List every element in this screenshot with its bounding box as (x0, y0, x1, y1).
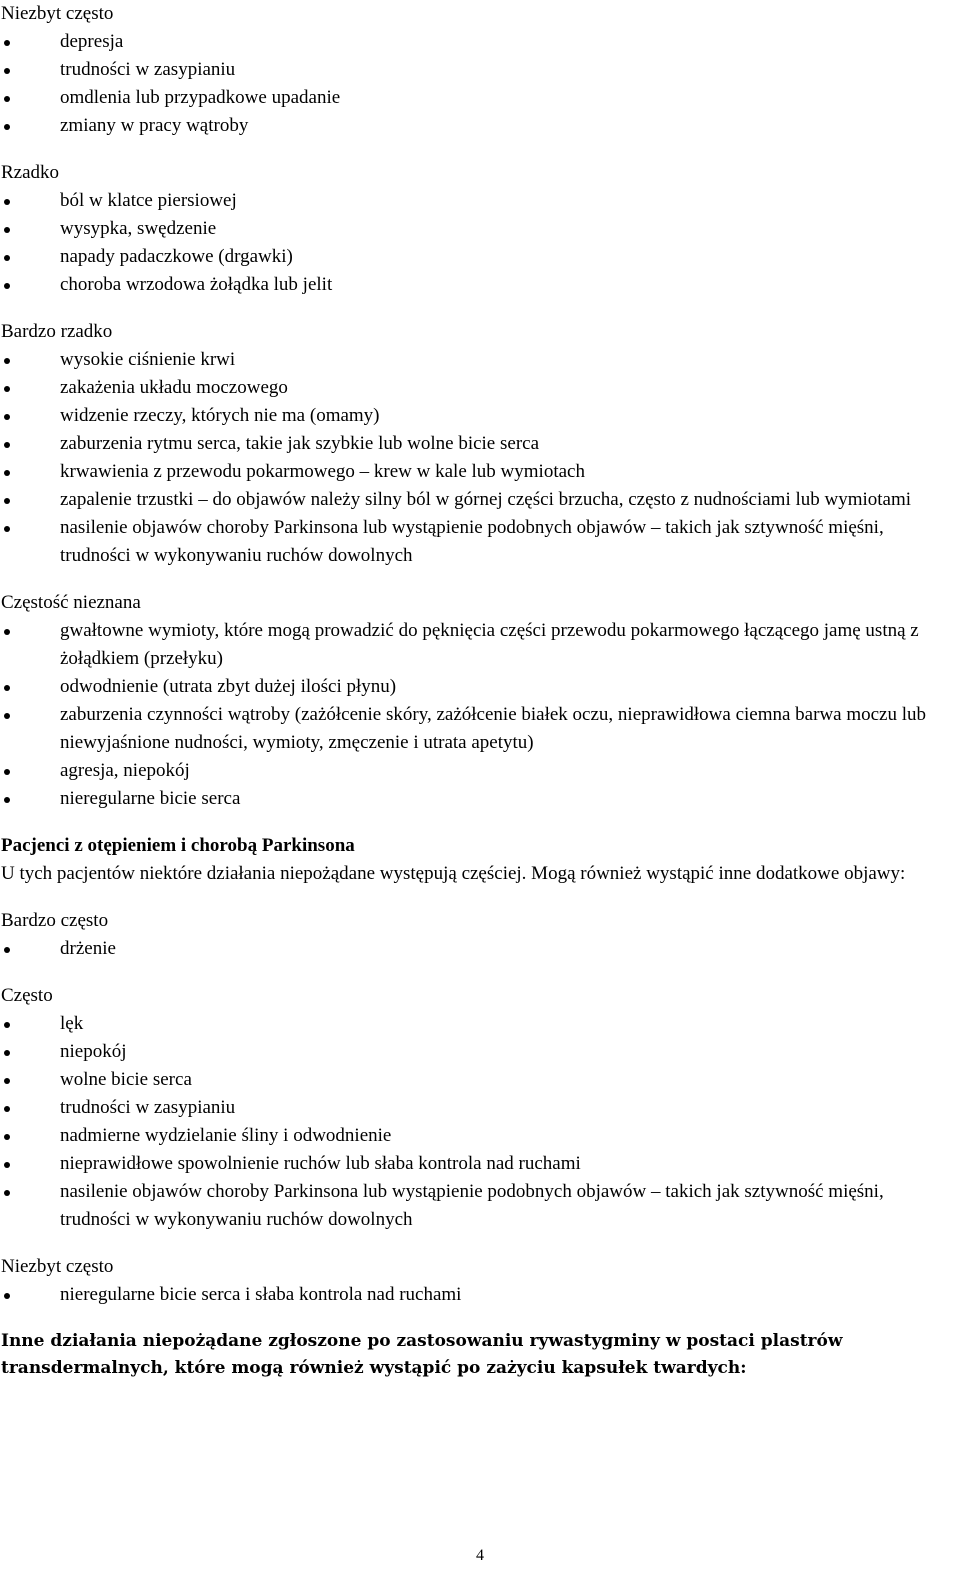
list-item (1, 458, 958, 486)
list-item (1, 673, 958, 701)
list-item (1, 757, 958, 785)
list-item-text: omdlenia lub przypadkowe upadanie (60, 87, 341, 108)
bullet-icon (4, 1022, 10, 1028)
list-item (1, 56, 958, 84)
list-item (1, 1122, 958, 1150)
list-item-text: krwawienia z przewodu pokarmowego – krew w kale lub wymiotach (60, 461, 585, 482)
bullet-icon (4, 797, 10, 803)
frequency-section (1, 159, 958, 299)
frequency-groups-general (1, 0, 958, 813)
bullet-list (1, 28, 958, 140)
list-item-text: zakażenia układu moczowego (60, 377, 288, 398)
list-item (1, 1038, 958, 1066)
list-item-text: lęk (60, 1013, 84, 1034)
list-item-text: agresja, niepokój (60, 760, 190, 781)
list-item (1, 112, 958, 140)
frequency-heading: Niezbyt często (1, 3, 114, 24)
list-item (1, 1178, 958, 1234)
bullet-icon (4, 526, 10, 532)
bullet-icon (4, 124, 10, 130)
bullet-list (1, 1010, 958, 1234)
list-item-text: depresja (60, 31, 124, 52)
frequency-heading: Często (1, 985, 53, 1006)
bullet-icon (4, 227, 10, 233)
list-item-text: nieregularne bicie serca i słaba kontrola nad ruchami (60, 1284, 462, 1305)
list-item (1, 430, 958, 458)
list-item (1, 617, 958, 673)
frequency-heading: Bardzo często (1, 910, 109, 931)
list-item (1, 1150, 958, 1178)
list-item-text: zmiany w pracy wątroby (60, 115, 249, 136)
bullet-icon (4, 283, 10, 289)
list-item (1, 271, 958, 299)
list-item (1, 1066, 958, 1094)
list-item (1, 514, 958, 570)
list-item (1, 1094, 958, 1122)
bullet-icon (4, 414, 10, 420)
list-item-text: gwałtowne wymioty, które mogą prowadzić do pęknięcia części przewodu pokarmowego łączącego jamę ustną z żołądkiem (przełyku) (60, 620, 919, 669)
bullet-list (1, 935, 958, 963)
bullet-icon (4, 713, 10, 719)
frequency-section (1, 589, 958, 813)
bullet-icon (4, 629, 10, 635)
list-item-text: napady padaczkowe (drgawki) (60, 246, 293, 267)
frequency-section (1, 982, 958, 1234)
parkinson-heading: Pacjenci z otępieniem i chorobą Parkinsona (1, 835, 355, 856)
bullet-icon (4, 685, 10, 691)
list-item-text: trudności w zasypianiu (60, 1097, 236, 1118)
frequency-heading: Niezbyt często (1, 1256, 114, 1277)
list-item-text: niepokój (60, 1041, 127, 1062)
bullet-icon (4, 386, 10, 392)
bullet-icon (4, 1162, 10, 1168)
list-item (1, 486, 958, 514)
bullet-icon (4, 199, 10, 205)
list-item (1, 374, 958, 402)
list-item-text: nieprawidłowe spowolnienie ruchów lub słaba kontrola nad ruchami (60, 1153, 581, 1174)
list-item-text: wysypka, swędzenie (60, 218, 217, 239)
list-item (1, 785, 958, 813)
list-item (1, 935, 958, 963)
frequency-heading: Częstość nieznana (1, 592, 141, 613)
list-item-text: ból w klatce piersiowej (60, 190, 237, 211)
frequency-heading: Bardzo rzadko (1, 321, 113, 342)
bullet-icon (4, 442, 10, 448)
bullet-icon (4, 947, 10, 953)
bullet-icon (4, 1190, 10, 1196)
page-number: 4 (476, 1547, 484, 1564)
list-item-text: trudności w zasypianiu (60, 59, 236, 80)
bullet-icon (4, 470, 10, 476)
list-item (1, 1281, 958, 1309)
list-item (1, 243, 958, 271)
frequency-section (1, 318, 958, 570)
list-item (1, 402, 958, 430)
bullet-icon (4, 255, 10, 261)
bullet-icon (4, 68, 10, 74)
frequency-section (1, 907, 958, 963)
bullet-icon (4, 1050, 10, 1056)
bullet-icon (4, 1078, 10, 1084)
bullet-icon (4, 1134, 10, 1140)
parkinson-block (1, 832, 958, 888)
list-item-text: nasilenie objawów choroby Parkinsona lub wystąpienie podobnych objawów – takich jak sztywność mięśni, trudności w wykonywaniu ruchów dowolnych (60, 517, 884, 566)
list-item-text: zaburzenia rytmu serca, takie jak szybkie lub wolne bicie serca (60, 433, 540, 454)
frequency-groups-parkinson (1, 907, 958, 1309)
bullet-icon (4, 1106, 10, 1112)
bullet-icon (4, 498, 10, 504)
list-item (1, 187, 958, 215)
list-item (1, 84, 958, 112)
list-item (1, 346, 958, 374)
frequency-section (1, 1253, 958, 1309)
bullet-icon (4, 769, 10, 775)
list-item (1, 28, 958, 56)
parkinson-intro-text: U tych pacjentów niektóre działania niepożądane występują częściej. Mogą również wystąpić inne dodatkowe objawy: (1, 863, 906, 884)
frequency-section (1, 0, 958, 140)
list-item (1, 215, 958, 243)
list-item (1, 701, 958, 757)
list-item-text: nadmierne wydzielanie śliny i odwodnienie (60, 1125, 392, 1146)
list-item-text: nieregularne bicie serca (60, 788, 241, 809)
other-effects-heading: Inne działania niepożądane zgłoszone po zastosowaniu rywastygminy w postaci plastrów transdermalnych, które mogą również wystąpić po zażyciu kapsułek twardych: (1, 1331, 843, 1378)
list-item-text: nasilenie objawów choroby Parkinsona lub wystąpienie podobnych objawów – takich jak sztywność mięśni, trudności w wykonywaniu ruchów dowolnych (60, 1181, 884, 1230)
bullet-list (1, 1281, 958, 1309)
list-item-text: odwodnienie (utrata zbyt dużej ilości płynu) (60, 676, 397, 697)
list-item-text: wysokie ciśnienie krwi (60, 349, 236, 370)
list-item-text: zaburzenia czynności wątroby (zażółcenie skóry, zażółcenie białek oczu, nieprawidłowa ciemna barwa moczu lub niewyjaśnione nudności, wymioty, zmęczenie i utrata apetytu) (60, 704, 927, 753)
list-item-text: zapalenie trzustki – do objawów należy silny ból w górnej części brzucha, często z nudnościami lub wymiotami (60, 489, 912, 510)
bullet-icon (4, 96, 10, 102)
list-item-text: choroba wrzodowa żołądka lub jelit (60, 274, 333, 295)
list-item-text: drżenie (60, 938, 116, 959)
bullet-icon (4, 40, 10, 46)
bullet-list (1, 187, 958, 299)
list-item (1, 1010, 958, 1038)
list-item-text: widzenie rzeczy, których nie ma (omamy) (60, 405, 380, 426)
bullet-icon (4, 358, 10, 364)
list-item-text: wolne bicie serca (60, 1069, 192, 1090)
bullet-list (1, 617, 958, 813)
frequency-heading: Rzadko (1, 162, 60, 183)
bullet-icon (4, 1293, 10, 1299)
bullet-list (1, 346, 958, 570)
